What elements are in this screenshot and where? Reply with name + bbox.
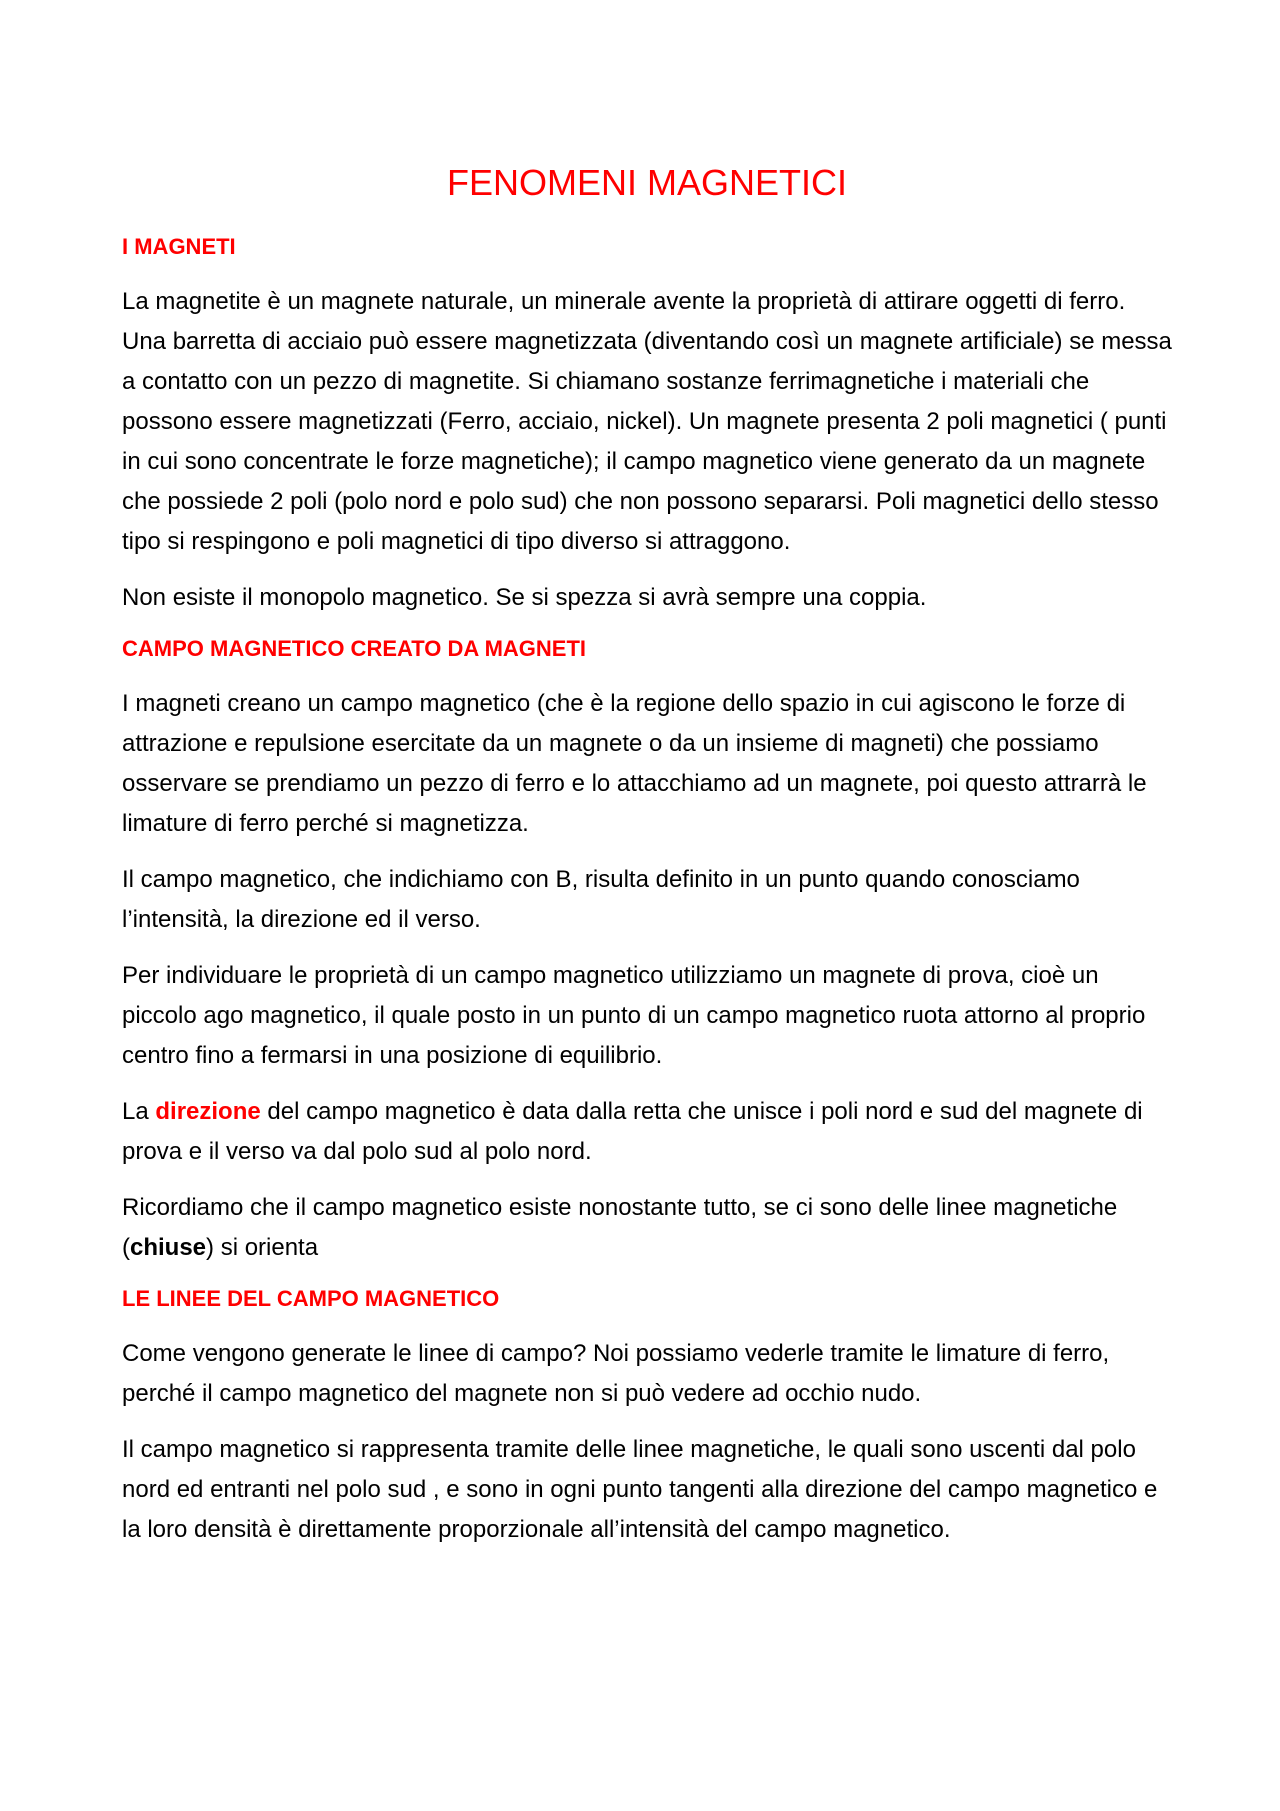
paragraph-chiuse <box>122 1188 1172 1268</box>
paragraph: La magnetite è un magnete naturale, un minerale avente la proprietà di attirare oggetti di ferro. Una barretta di acciaio può essere magnetizzata (diventando così un magnete artificiale) se messa a contatto con un pezzo di magnetite. Si chiamano sostanze ferrimagnetiche i materiali che possono essere magnetizzati (Ferro, acciaio, nickel). Un magnete presenta 2 poli magnetici ( punti in cui sono concentrate le forze magnetiche); il campo magnetico viene generato da un magnete che possiede 2 poli (polo nord e polo sud) che non possono separarsi. Poli magnetici dello stesso tipo si respingono e poli magnetici di tipo diverso si attraggono. <box>122 288 1172 555</box>
highlighted-term: direzione <box>155 1098 261 1125</box>
paragraph: Il campo magnetico, che indichiamo con B, risulta definito in un punto quando conosciamo l’intensità, la direzione ed il verso. <box>122 866 1080 933</box>
section-magneti <box>122 232 1172 618</box>
text-run: ) si orienta <box>206 1234 319 1261</box>
document-page <box>122 160 1172 1566</box>
paragraph: I magneti creano un campo magnetico (che è la regione dello spazio in cui agiscono le forze di attrazione e repulsione esercitate da un magnete o da un insieme di magneti) che possiamo osservare se prendiamo un pezzo di ferro e lo attacchiamo ad un magnete, poi questo attrarrà le limature di ferro perché si magnetizza. <box>122 690 1147 837</box>
text-run: La <box>122 1098 156 1125</box>
paragraph: Il campo magnetico si rappresenta tramite delle linee magnetiche, le quali sono uscenti dal polo nord ed entranti nel polo sud , e sono in ogni punto tangenti alla direzione del campo magnetico e la loro densità è direttamente proporzionale all’intensità del campo magnetico. <box>122 1436 1158 1543</box>
paragraph-direzione <box>122 1092 1172 1172</box>
section-heading: CAMPO MAGNETICO CREATO DA MAGNETI <box>122 636 587 661</box>
document-title: FENOMENI MAGNETICI <box>446 162 847 203</box>
section-heading: I MAGNETI <box>122 234 236 259</box>
paragraph: Per individuare le proprietà di un campo magnetico utilizziamo un magnete di prova, cioè un piccolo ago magnetico, il quale posto in un punto di un campo magnetico ruota attorno al proprio centro fino a fermarsi in una posizione di equilibrio. <box>122 962 1146 1069</box>
text-run: del campo magnetico è data dalla retta che unisce i poli nord e sud del magnete di prova e il verso va dal polo sud al polo nord. <box>122 1098 1143 1165</box>
section-campo-magnetico <box>122 634 1172 1268</box>
paragraph: Non esiste il monopolo magnetico. Se si spezza si avrà sempre una coppia. <box>122 584 927 611</box>
text-run: Ricordiamo che il campo magnetico esiste nonostante tutto, se ci sono delle linee magnetiche ( <box>122 1194 1118 1261</box>
section-linee-campo <box>122 1284 1172 1550</box>
paragraph: Come vengono generate le linee di campo? Noi possiamo vederle tramite le limature di ferro, perché il campo magnetico del magnete non si può vedere ad occhio nudo. <box>122 1340 1110 1407</box>
bold-term: chiuse <box>130 1234 207 1261</box>
section-heading: LE LINEE DEL CAMPO MAGNETICO <box>122 1286 500 1311</box>
